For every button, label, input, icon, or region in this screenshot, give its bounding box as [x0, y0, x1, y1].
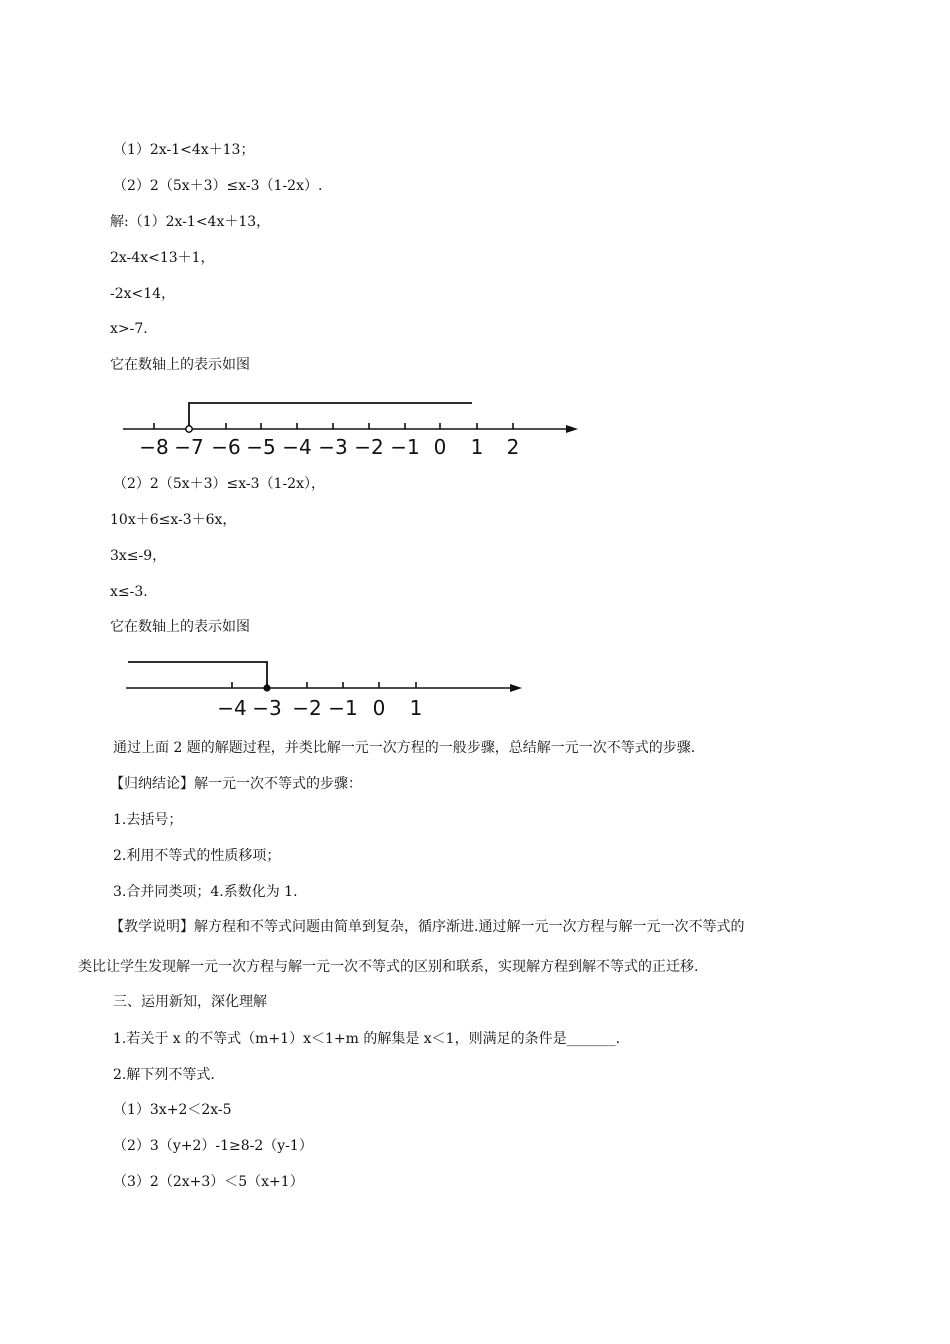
tick-label: −2	[292, 696, 322, 720]
solution-2-step: x≤-3.	[110, 584, 148, 600]
question-2-item: （1）3x+2＜2x-5	[113, 1102, 232, 1118]
closed-endpoint	[263, 684, 270, 691]
tick-label: 0	[372, 696, 386, 720]
arrow-head	[510, 684, 522, 692]
tick-label: 2	[506, 435, 520, 459]
tick-label: −6	[211, 435, 241, 459]
solution-1-step: -2x<14，	[110, 286, 176, 302]
solution-range-bracket	[128, 662, 267, 688]
open-endpoint	[186, 426, 192, 432]
conclusion-heading: 【归纳结论】解一元一次不等式的步骤：	[110, 776, 362, 792]
tick-label: −4	[282, 435, 312, 459]
figure-caption-1: 它在数轴上的表示如图	[110, 357, 250, 373]
solution-2-intro: （2）2（5x＋3）≤x-3（1-2x），	[113, 476, 325, 492]
problem-2: （2）2（5x＋3）≤x-3（1-2x）.	[113, 178, 323, 194]
teaching-note-line-2: 类比让学生发现解一元一次方程与解一元一次不等式的区别和联系，实现解方程到解不等式的正迁移.	[78, 959, 699, 975]
tick-marks	[232, 682, 416, 688]
solution-2-step: 3x≤-9，	[110, 548, 167, 564]
tick-label: −2	[354, 435, 384, 459]
problem-1: （1）2x-1<4x＋13；	[113, 142, 255, 158]
tick-label: −5	[246, 435, 276, 459]
question-1: 1.若关于 x 的不等式（m+1）x＜1+m 的解集是 x＜1，则满足的条件是_______.	[113, 1031, 621, 1047]
tick-label: −4	[217, 696, 247, 720]
conclusion-step: 3.合并同类项；4.系数化为 1.	[113, 884, 298, 900]
tick-label: 1	[409, 696, 423, 720]
question-2-item: （2）3（y+2）-1≥8-2（y-1）	[113, 1138, 313, 1154]
question-2: 2.解下列不等式.	[113, 1067, 215, 1083]
number-line-2	[120, 652, 540, 724]
tick-label: −1	[328, 696, 358, 720]
tick-label: −1	[390, 435, 420, 459]
number-line-1	[120, 395, 590, 465]
arrow-head	[566, 425, 578, 433]
solution-1-intro: 解:（1）2x-1<4x＋13，	[110, 214, 271, 230]
conclusion-step: 2.利用不等式的性质移项；	[113, 848, 281, 864]
question-2-item: （3）2（2x+3）＜5（x+1）	[113, 1174, 304, 1190]
section-heading: 三、运用新知，深化理解	[113, 994, 267, 1010]
tick-label: −3	[318, 435, 348, 459]
solution-2-step: 10x＋6≤x-3＋6x，	[110, 512, 237, 528]
tick-marks	[154, 423, 513, 429]
solution-1-step: 2x-4x<13＋1，	[110, 250, 215, 266]
solution-1-step: x>-7.	[110, 321, 148, 337]
conclusion-step: 1.去括号；	[113, 812, 183, 828]
summary-intro: 通过上面 2 题的解题过程，并类比解一元一次方程的一般步骤，总结解一元一次不等式的步骤.	[113, 740, 696, 756]
solution-range-bracket	[189, 403, 472, 429]
teaching-note-line-1: 【教学说明】解方程和不等式问题由简单到复杂，循序渐进.通过解一元一次方程与解一元一次不等式的	[110, 919, 745, 935]
tick-label: −7	[174, 435, 204, 459]
tick-label: −8	[139, 435, 169, 459]
tick-label: 1	[470, 435, 484, 459]
figure-caption-2: 它在数轴上的表示如图	[110, 619, 250, 635]
tick-label: 0	[433, 435, 447, 459]
tick-label: −3	[252, 696, 282, 720]
